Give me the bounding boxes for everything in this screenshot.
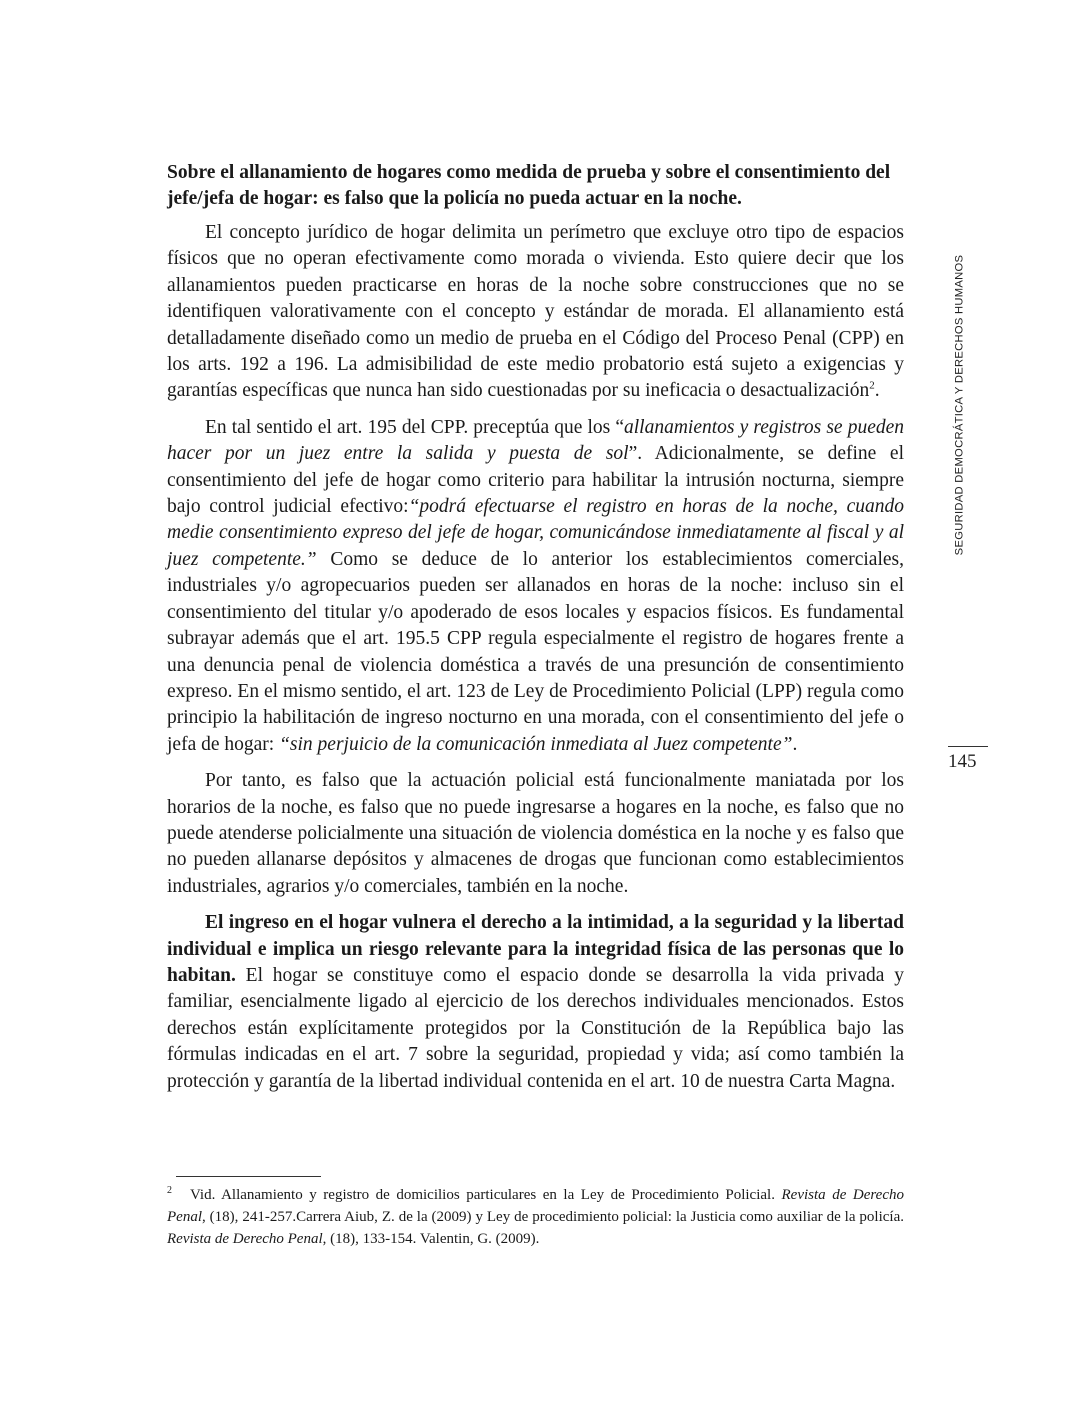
paragraph-2-text-4: . — [792, 733, 798, 755]
quote-art-195: allanamientos y registros se pueden hacer por un juez entre la salida y puesta de sol — [167, 416, 905, 465]
paragraph-2 — [167, 415, 904, 758]
paragraph-1-end: . — [874, 380, 880, 402]
section-heading: Sobre el allanamiento de hogares como medida de prueba y sobre el consentimiento del jefe/jefa de hogar: es falso que la policía no pueda actuar en la noche. — [167, 162, 891, 209]
footnote-journal-2: Revista de Derecho Penal — [167, 1231, 323, 1247]
paragraph-2-text-2: ”. Adicionalmente, se define el consentimiento del jefe de hogar como criterio para habilitar la intrusión nocturna, siempre bajo control judicial efectivo: — [167, 443, 904, 518]
paragraph-4-text: El hogar se constituye como el espacio donde se desarrolla la vida privada y familiar, esencialmente ligado al ejercicio de los derechos individuales mencionados. Estos derechos están explícitamente protegidos por la Constitución de la República bajo las fórmulas indicadas en el art. 7 sobre la seguridad, propiedad y vida; así como también la protección y garantía de la libertad individual contenida en el art. 10 de nuestra Carta Magna. — [167, 964, 904, 1092]
page-number-rule — [948, 746, 988, 747]
footnote-text-1: Vid. Allanamiento y registro de domicilios particulares en la Ley de Procedimiento Policial. — [190, 1187, 782, 1203]
footnote-text-2: , (18), 241-257.Carrera Aiub, Z. de la (2009) y Ley de procedimiento policial: la Justicia como auxiliar de la policía. — [202, 1209, 904, 1225]
paragraph-4-bold: El ingreso en el hogar vulnera el derecho a la intimidad, a la seguridad y la libertad individual e implica un riesgo relevante para la integridad física de las personas que lo habitan. — [167, 912, 904, 986]
footnote-ref-2[interactable]: 2 — [869, 379, 875, 392]
paragraph-3: Por tanto, es falso que la actuación policial está funcionalmente maniatada por los horarios de la noche, es falso que no puede ingresarse a hogares en la noche, es falso que no puede atenderse policialmente una situación de violencia doméstica en la noche y es falso que no pueden allanarse depósitos y almacenes de drogas que funcionan como establecimientos industriales, agrarios y/o comerciales, también en la noche. — [167, 770, 904, 897]
quote-lpp: “sin perjuicio de la comunicación inmediata al Juez competente” — [279, 733, 793, 755]
footnote-text-3: , (18), 133-154. Valentin, G. (2009). — [322, 1231, 540, 1247]
running-header-text: SEGURIDAD DEMOCRÁTICA Y DERECHOS HUMANOS — [953, 254, 966, 556]
quote-registro-noche: “podrá efectuarse el registro en horas de la noche, cuando medie consentimiento expreso del jefe de hogar, comunicándose inmediatamente al fiscal y al juez competente.” — [167, 496, 904, 570]
main-content — [167, 160, 904, 1105]
footnote — [167, 1184, 904, 1250]
paragraph-2-text-3: Como se deduce de lo anterior los establecimientos comerciales, industriales y/o agropecuarios pueden ser allanados en horas de la noche: incluso sin el consentimiento del titular y/o apoderado de esos locales y espacios físicos. Es fundamental subrayar además que el art. 195.5 CPP regula especialmente el registro de hogares frente a una denuncia penal de violencia doméstica a través de una presunción de consentimiento expreso. En el mismo sentido, el art. 123 de Ley de Procedimiento Policial (LPP) regula como principio la habilitación de ingreso nocturno en una morada, con el consentimiento del jefe o jefa de hogar: — [167, 548, 904, 755]
footnote-number: 2 — [167, 1185, 172, 1196]
footnote-journal-1: Revista de Derecho Penal — [167, 1187, 904, 1225]
footnote-divider — [176, 1176, 321, 1177]
paragraph-4 — [167, 910, 904, 1095]
paragraph-2-text-1: En tal sentido el art. 195 del CPP. preceptúa que los “ — [205, 416, 624, 438]
paragraph-1 — [167, 220, 904, 405]
page-number: 145 — [948, 751, 977, 772]
paragraph-1-text: El concepto jurídico de hogar delimita un perímetro que excluye otro tipo de espacios físicos que no operan efectivamente como morada o vivienda. Esto quiere decir que los allanamientos pueden practicarse en horas de la noche sobre construcciones que no se identifiquen valorativamente con el concepto y estándar de morada. El allanamiento está detalladamente diseñado como un medio de prueba en el Código del Proceso Penal (CPP) en los arts. 192 a 196. La admisibilidad de este medio probatorio está sujeto a exigencias y garantías específicas que nunca han sido cuestionadas por su ineficacia o desactualización — [167, 222, 904, 402]
running-header-vertical — [948, 246, 970, 564]
